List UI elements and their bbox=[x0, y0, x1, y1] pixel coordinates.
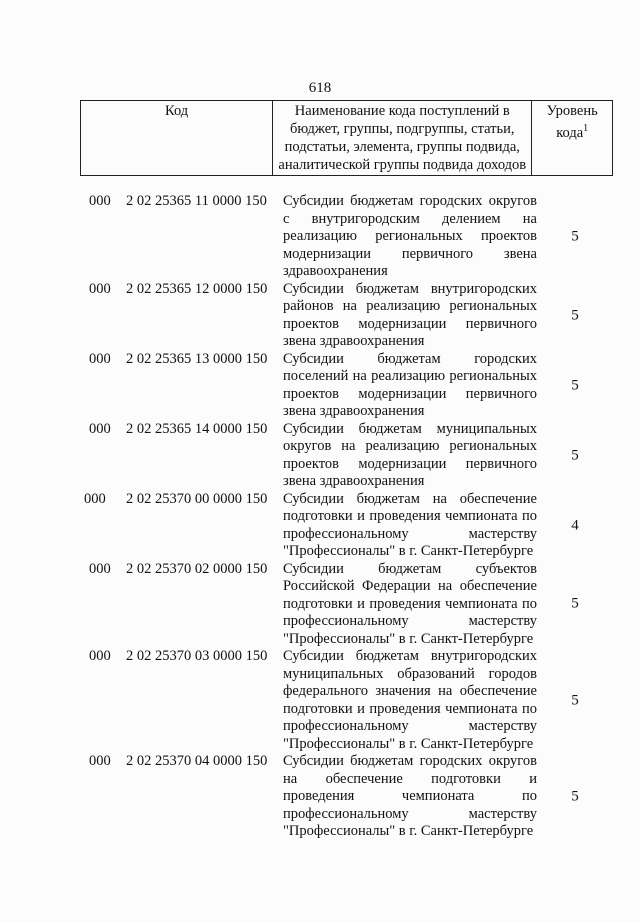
row-code: 2 02 25370 04 0000 150 bbox=[126, 753, 268, 769]
table-row bbox=[0, 193, 640, 281]
header-level bbox=[532, 101, 613, 176]
row-name: Субсидии бюджетам внутригородских районов на реализацию региональных проектов модернизации первичного звена здравоохранения bbox=[283, 280, 537, 349]
table-row bbox=[0, 351, 640, 421]
page-number: 618 bbox=[308, 80, 332, 96]
table-header bbox=[80, 100, 613, 176]
row-level: 5 bbox=[571, 788, 579, 805]
row-level: 4 bbox=[571, 517, 579, 533]
row-level: 5 bbox=[571, 377, 579, 393]
row-level: 5 bbox=[571, 307, 579, 323]
row-prefix: 000 bbox=[89, 350, 111, 367]
row-code: 2 02 25370 03 0000 150 bbox=[126, 648, 268, 664]
table-row bbox=[0, 753, 640, 841]
row-prefix: 000 bbox=[89, 560, 111, 577]
row-prefix: 000 bbox=[89, 193, 111, 209]
table-row bbox=[0, 421, 640, 491]
row-code: 2 02 25365 13 0000 150 bbox=[126, 350, 268, 367]
header-name: Наименование кода поступлений в бюджет, группы, подгруппы, статьи, подстатьи, элемента, группы подвида, аналитической группы подвида доходов bbox=[273, 101, 532, 176]
row-code: 2 02 25365 14 0000 150 bbox=[126, 420, 268, 437]
row-name: Субсидии бюджетам городских поселений на реализацию региональных проектов модернизации первичного звена здравоохранения bbox=[283, 350, 537, 419]
row-code: 2 02 25365 11 0000 150 bbox=[126, 193, 267, 209]
row-prefix: 000 bbox=[89, 648, 111, 664]
row-prefix: 000 bbox=[89, 420, 111, 437]
table-body bbox=[0, 193, 640, 841]
table-row bbox=[0, 281, 640, 351]
table-row bbox=[0, 491, 640, 561]
row-code: 2 02 25370 02 0000 150 bbox=[126, 560, 268, 577]
table-row bbox=[0, 648, 640, 753]
row-name: Субсидии бюджетам на обеспечение подготовки и проведения чемпионата по профессиональному мастерству "Профессионалы" в г. Санкт-Петербурге bbox=[283, 490, 537, 559]
row-name: Субсидии бюджетам субъектов Российской Федерации на обеспечение подготовки и проведения чемпионата по профессиональному мастерству "Профессионалы" в г. Санкт-Петербурге bbox=[283, 560, 537, 647]
row-level: 5 bbox=[571, 595, 579, 612]
row-code: 2 02 25370 00 0000 150 bbox=[126, 490, 268, 507]
row-name: Субсидии бюджетам внутригородских муниципальных образований городов федерального значения на обеспечение подготовки и проведения чемпионата по профессиональному мастерству "Профессионалы" в г. Санкт-Петербурге bbox=[283, 648, 537, 752]
row-level: 5 bbox=[571, 447, 579, 463]
row-code: 2 02 25365 12 0000 150 bbox=[126, 280, 268, 297]
table-row bbox=[0, 561, 640, 649]
row-prefix: 000 bbox=[84, 490, 106, 507]
row-name: Субсидии бюджетам городских округов на обеспечение подготовки и проведения чемпионата по профессиональному мастерству "Профессионалы" в г. Санкт-Петербурге bbox=[283, 753, 537, 839]
footnote-marker: 1 bbox=[583, 123, 589, 134]
row-prefix: 000 bbox=[89, 280, 111, 297]
header-level-label: Уровень кода bbox=[546, 103, 598, 141]
row-name: Субсидии бюджетам городских округов с внутригородским делением на реализацию региональных проектов модернизации первичного звена здравоохранения bbox=[283, 193, 537, 279]
row-level: 5 bbox=[571, 228, 579, 245]
row-prefix: 000 bbox=[89, 753, 111, 769]
row-name: Субсидии бюджетам муниципальных округов на реализацию региональных проектов модернизации первичного звена здравоохранения bbox=[283, 420, 537, 489]
row-level: 5 bbox=[571, 692, 579, 708]
header-code: Код bbox=[81, 101, 273, 176]
